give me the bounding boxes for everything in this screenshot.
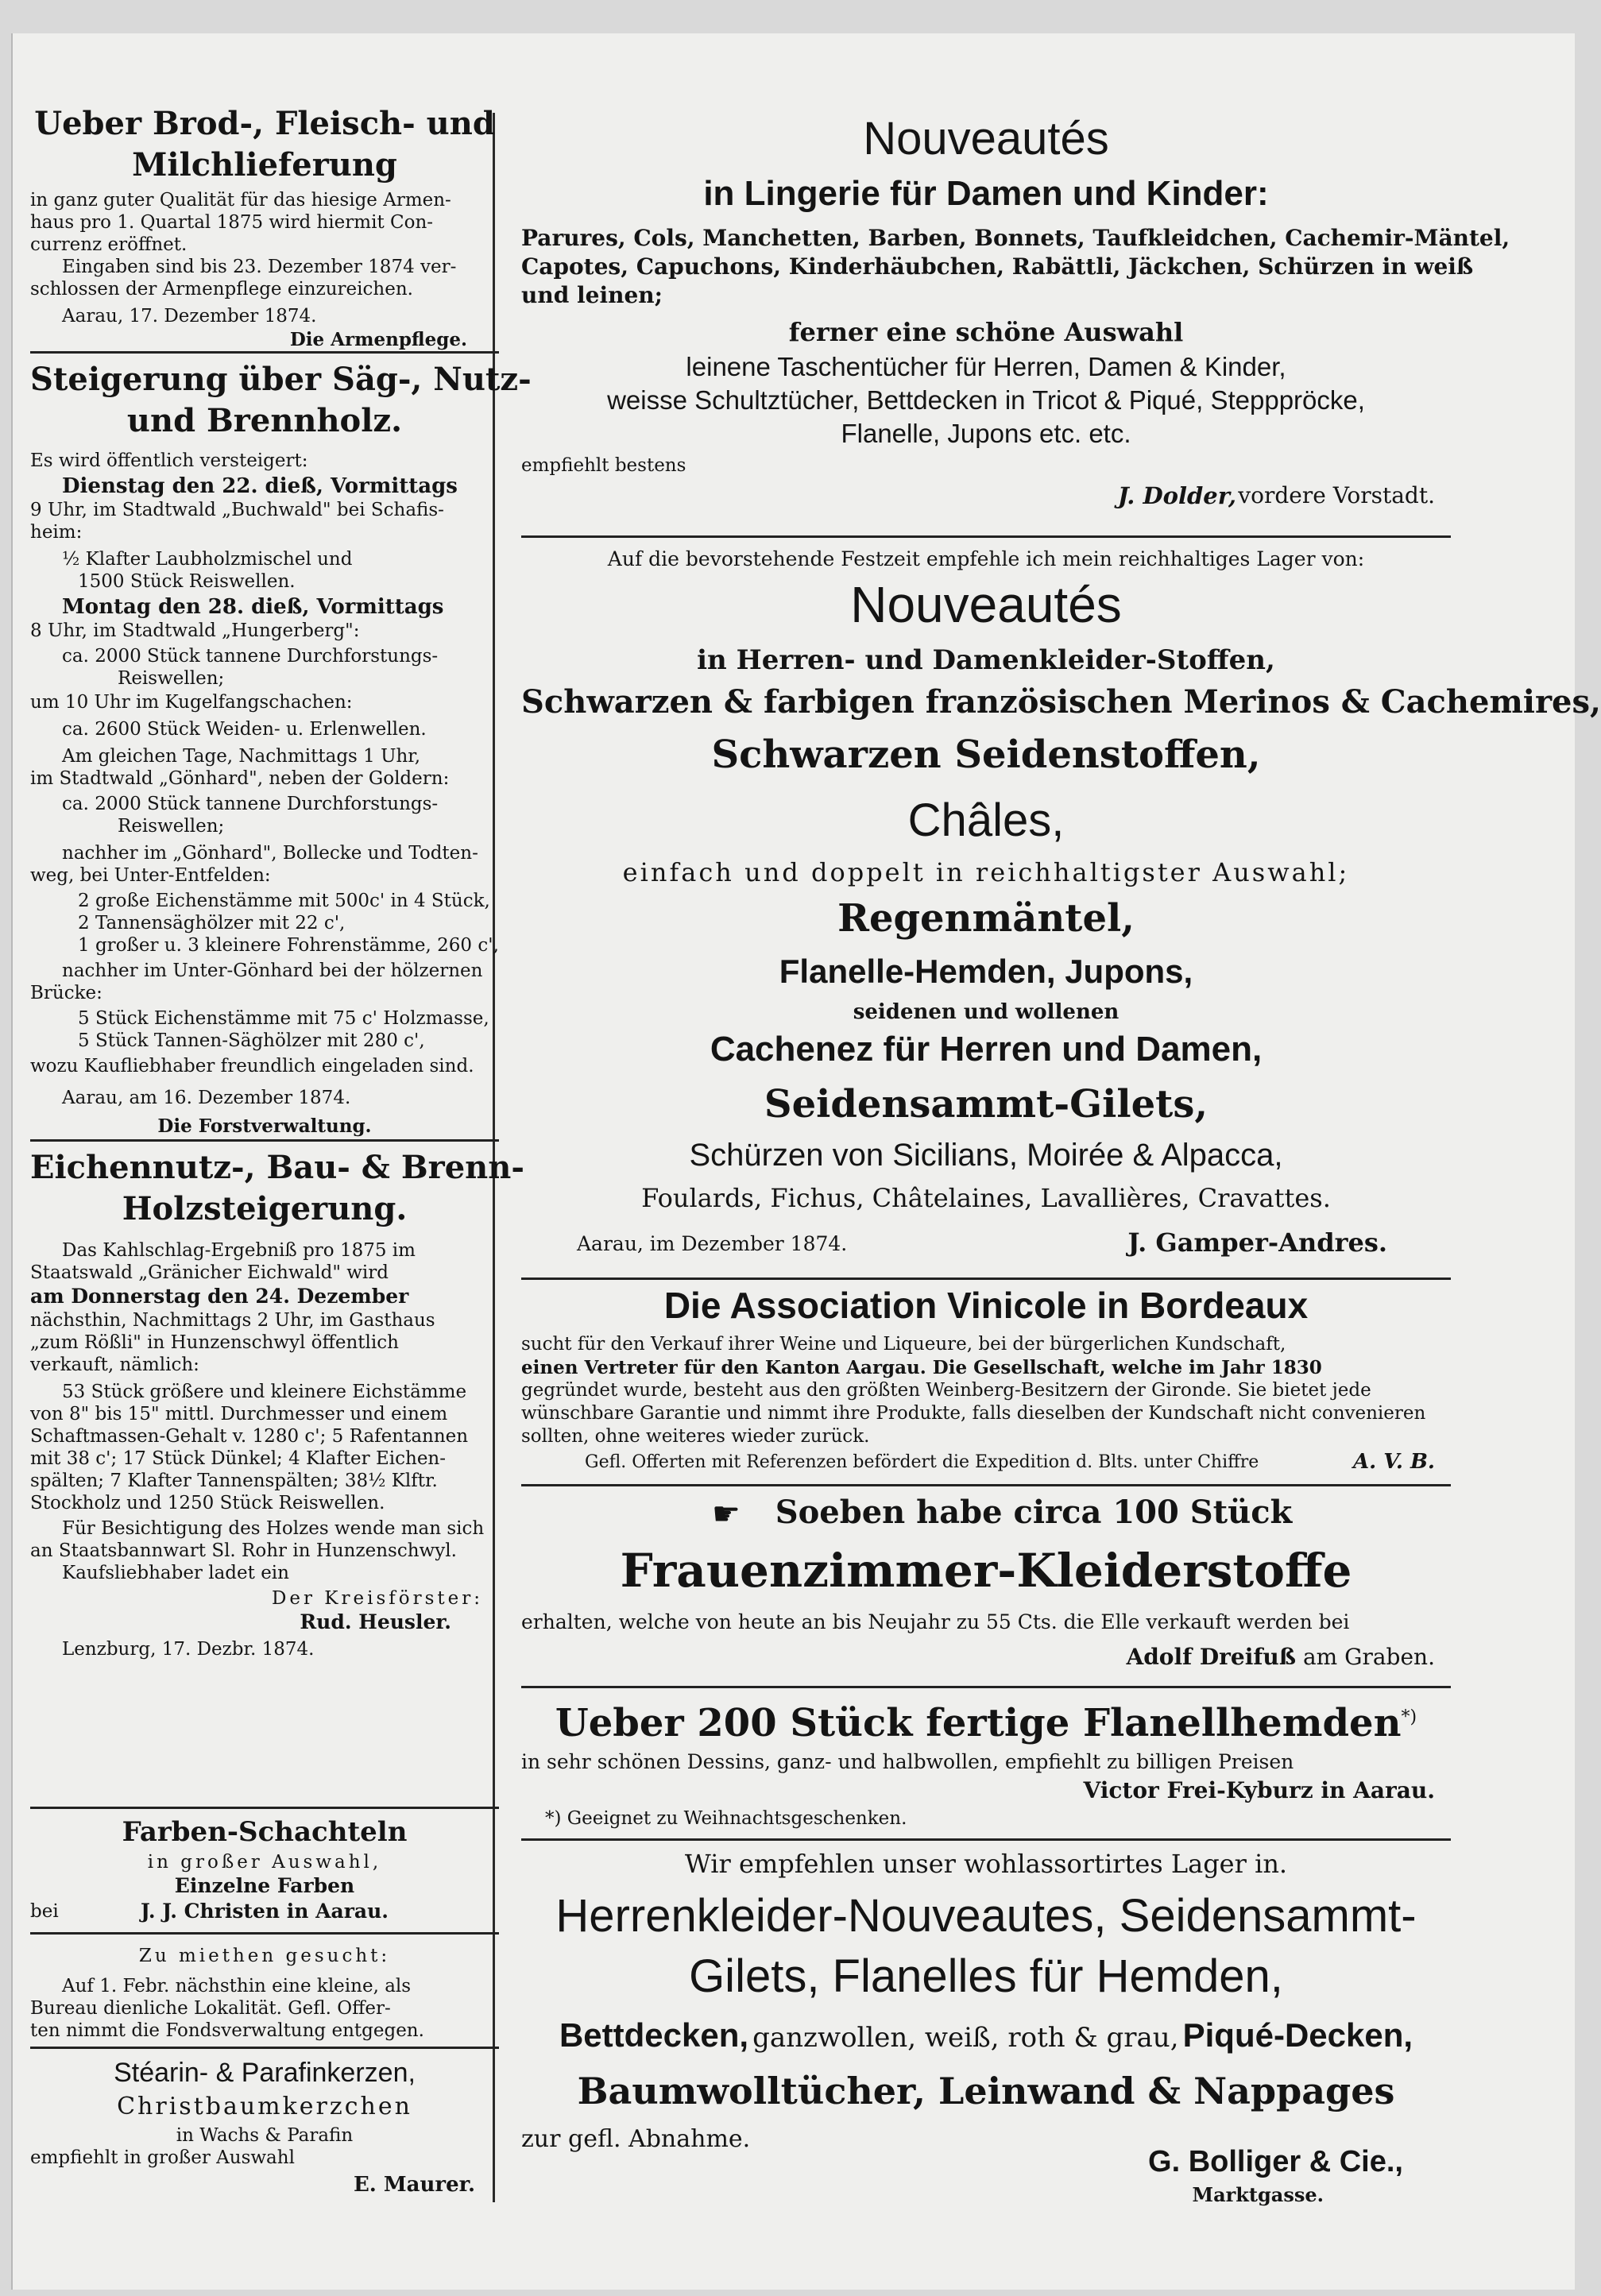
ad-text: und leinen; bbox=[521, 282, 663, 308]
ad-signature: Adolf Dreifuß bbox=[1126, 1644, 1297, 1670]
ad-text: Reiswellen; bbox=[118, 668, 225, 689]
ad-signature-name: J. Dolder, bbox=[1117, 482, 1236, 509]
ad-signature: J. Gamper-Andres. bbox=[1127, 1227, 1387, 1258]
ad-text: Schaftmassen-Gehalt v. 1280 c'; 5 Rafentannen bbox=[30, 1426, 469, 1447]
ad-text: im Stadtwald „Gönhard", neben der Goldern: bbox=[30, 768, 450, 789]
ad-text: Herrenkleider-Nouveautes, Seidensammt- bbox=[555, 1890, 1417, 1942]
ad-text: Montag den 28. dieß, Vormittags bbox=[62, 595, 444, 619]
separator bbox=[30, 1932, 499, 1935]
ad-text: nachher im „Gönhard", Bollecke und Todten- bbox=[62, 843, 478, 864]
ad-title: und Brennholz. bbox=[126, 402, 403, 439]
ad-text: am Donnerstag den 24. Dezember bbox=[30, 1285, 409, 1308]
ad-association-vinicole bbox=[521, 1284, 1451, 1482]
ad-text: in Wachs & Parafin bbox=[176, 2125, 354, 2146]
ad-text: 53 Stück größere und kleinere Eichstämme bbox=[62, 1382, 467, 1402]
ad-text: weg, bei Unter-Entfelden: bbox=[30, 865, 271, 886]
ad-text: sollten, ohne weiteres wieder zurück. bbox=[521, 1426, 870, 1447]
separator bbox=[30, 1807, 499, 1809]
ad-text: sucht für den Verkauf ihrer Weine und Liqueure, bei der bürgerlichen Kundschaft, bbox=[521, 1334, 1286, 1355]
ad-title: Holzsteigerung. bbox=[122, 1190, 408, 1227]
ad-text: ca. 2000 Stück tannene Durchforstungs- bbox=[62, 794, 439, 814]
ad-text: leinene Taschentücher für Herren, Damen & Kinder, bbox=[686, 352, 1286, 381]
ad-text: Piqué-Decken, bbox=[1182, 2016, 1413, 2054]
ad-text: Seidensammt-Gilets, bbox=[764, 1082, 1208, 1127]
ad-text: von 8" bis 15" mittl. Durchmesser und einem bbox=[30, 1404, 448, 1424]
ad-text: Bureau dienliche Lokalität. Gefl. Offer- bbox=[30, 1998, 391, 2019]
ad-text: einen Vertreter für den Kanton Aargau. Die Gesellschaft, welche im Jahr 1830 bbox=[521, 1357, 1322, 1378]
footnote-mark: *) bbox=[1401, 1707, 1417, 1727]
ad-footnote: *) Geeignet zu Weihnachtsgeschenken. bbox=[545, 1808, 907, 1829]
ad-text: ½ Klafter Laubholzmischel und bbox=[62, 549, 353, 570]
ad-date: Aarau, im Dezember 1874. bbox=[577, 1232, 848, 1255]
ad-text: currenz eröffnet. bbox=[30, 234, 188, 255]
ad-text: Reiswellen; bbox=[118, 816, 225, 837]
ad-signature: Die Forstverwaltung. bbox=[157, 1115, 372, 1137]
ad-text: einfach und doppelt in reichhaltigster Auswahl; bbox=[622, 857, 1350, 887]
ad-text: ca. 2000 Stück tannene Durchforstungs- bbox=[62, 646, 439, 667]
ad-date: Lenzburg, 17. Dezbr. 1874. bbox=[62, 1639, 315, 1660]
ad-title: Steigerung über Säg-, Nutz- bbox=[30, 361, 532, 398]
ad-text: Wir empfehlen unser wohlassortirtes Lager in. bbox=[684, 1849, 1288, 1879]
ad-text: Christbaumkerzchen bbox=[117, 2093, 412, 2120]
ad-signature: J. J. Christen in Aarau. bbox=[141, 1900, 389, 1923]
ad-address: am Graben. bbox=[1302, 1644, 1435, 1670]
ad-text: Regenmäntel, bbox=[837, 896, 1135, 941]
ad-text: wozu Kaufliebhaber freundlich eingeladen sind. bbox=[30, 1056, 474, 1076]
ad-text: erhalten, welche von heute an bis Neujahr zu 55 Cts. die Elle verkauft werden bei bbox=[521, 1610, 1350, 1633]
ad-title: Ueber 200 Stück fertige Flanellhemden bbox=[555, 1701, 1402, 1745]
ad-date: Aarau, 17. Dezember 1874. bbox=[62, 306, 317, 327]
ad-text: ferner eine schöne Auswahl bbox=[788, 317, 1184, 347]
ad-text: Am gleichen Tage, Nachmittags 1 Uhr, bbox=[62, 746, 421, 767]
ad-signature-line bbox=[521, 1643, 1451, 1672]
ad-text: Staatswald „Gränicher Eichwald" wird bbox=[30, 1262, 389, 1283]
ad-cipher: A. V. B. bbox=[1352, 1450, 1435, 1474]
ad-text: Das Kahlschlag-Ergebniß pro 1875 im bbox=[62, 1240, 416, 1261]
ad-text: mit 38 c'; 17 Stück Dünkel; 4 Klafter Eichen- bbox=[30, 1448, 447, 1469]
ad-flanellhemden bbox=[521, 1694, 1451, 1837]
ad-signature: Die Armenpflege. bbox=[289, 329, 467, 350]
ad-text: 5 Stück Eichenstämme mit 75 c' Holzmasse, bbox=[78, 1008, 489, 1029]
ad-text: Flanelle-Hemden, Jupons, bbox=[779, 953, 1193, 990]
ad-address: vordere Vorstadt. bbox=[1238, 482, 1435, 508]
ad-text: Dienstag den 22. dieß, Vormittags bbox=[62, 474, 458, 498]
ad-title: Eichennutz-, Bau- & Brenn- bbox=[30, 1149, 524, 1186]
ad-text: Châles, bbox=[907, 794, 1065, 846]
ad-text: an Staatsbannwart Sl. Rohr in Hunzenschwyl. bbox=[30, 1540, 457, 1561]
ad-paint-boxes bbox=[30, 1816, 499, 1927]
ad-bolliger bbox=[521, 1845, 1451, 2242]
ad-text: empfiehlt in großer Auswahl bbox=[30, 2147, 295, 2168]
ad-text: ganzwollen, weiß, roth & grau, bbox=[752, 2022, 1179, 2054]
separator bbox=[521, 1484, 1451, 1486]
pointing-hand-icon: ☛ bbox=[712, 1496, 741, 1533]
ad-text: Brücke: bbox=[30, 983, 102, 1003]
ad-candles bbox=[30, 2056, 499, 2215]
separator bbox=[30, 351, 499, 354]
ad-text: haus pro 1. Quartal 1875 wird hiermit Con- bbox=[30, 212, 434, 233]
ad-text: Auf 1. Febr. nächsthin eine kleine, als bbox=[62, 1976, 412, 1996]
ad-title: Ueber Brod-, Fleisch- und bbox=[34, 105, 495, 142]
ad-text: Eingaben sind bis 23. Dezember 1874 ver- bbox=[62, 257, 457, 277]
ad-text: gegründet wurde, besteht aus den größten Weinberg-Besitzern der Gironde. Sie bietet jede bbox=[521, 1380, 1371, 1401]
ad-text-line bbox=[521, 2015, 1451, 2063]
ad-text: nächsthin, Nachmittags 2 Uhr, im Gasthaus bbox=[30, 1310, 435, 1331]
ad-text: spälten; 7 Klafter Tannenspälten; 38½ Klftr. bbox=[30, 1471, 438, 1491]
ad-text: Gefl. Offerten mit Referenzen befördert die Expedition d. Blts. unter Chiffre bbox=[585, 1452, 1259, 1472]
ad-text: in sehr schönen Dessins, ganz- und halbwollen, empfiehlt zu billigen Preisen bbox=[521, 1750, 1294, 1773]
ad-text: Bettdecken, bbox=[559, 2016, 749, 2054]
ad-text: in ganz guter Qualität für das hiesige Armen- bbox=[30, 190, 451, 211]
ad-text: seidenen und wollenen bbox=[853, 1000, 1120, 1024]
separator bbox=[521, 1277, 1451, 1280]
newspaper-page bbox=[11, 33, 1601, 2290]
ad-text: Einzelne Farben bbox=[174, 1874, 355, 1897]
ad-text: Kaufsliebhaber ladet ein bbox=[62, 1563, 289, 1583]
ad-text: Schwarzen Seidenstoffen, bbox=[711, 732, 1261, 777]
ad-text: in großer Auswahl, bbox=[147, 1852, 382, 1873]
separator bbox=[521, 535, 1451, 538]
ad-text: in Herren- und Damenkleider-Stoffen, bbox=[697, 644, 1275, 676]
ad-title: Zu miethen gesucht: bbox=[138, 1946, 391, 1966]
ad-text: 9 Uhr, im Stadtwald „Buchwald" bei Schafis- bbox=[30, 500, 444, 520]
separator bbox=[30, 2047, 499, 2049]
ad-text: „zum Rößli" in Hunzenschwyl öffentlich bbox=[30, 1332, 399, 1353]
ad-text: Schwarzen & farbigen französischen Merinos & Cachemires, bbox=[521, 683, 1601, 721]
ad-title: Die Association Vinicole in Bordeaux bbox=[663, 1285, 1309, 1326]
ad-subtitle: in Lingerie für Damen und Kinder: bbox=[703, 174, 1269, 213]
ad-signature: Victor Frei-Kyburz in Aarau. bbox=[1083, 1777, 1435, 1803]
ad-text: um 10 Uhr im Kugelfangschachen: bbox=[30, 692, 353, 713]
ad-text: Flanelle, Jupons etc. etc. bbox=[841, 419, 1131, 448]
ad-signature: G. Bolliger & Cie., bbox=[1148, 2145, 1403, 2178]
ad-text: bei bbox=[30, 1901, 59, 1922]
ad-text: Baumwolltücher, Leinwand & Nappages bbox=[577, 2070, 1395, 2112]
ad-title: Nouveautés bbox=[863, 113, 1109, 164]
ad-text: Gilets, Flanelles für Hemden, bbox=[689, 1950, 1283, 2002]
ad-text: 5 Stück Tannen-Säghölzer mit 280 c', bbox=[78, 1030, 425, 1051]
ad-oak-auction bbox=[30, 1149, 524, 1681]
ad-nouveautes-stoffe bbox=[521, 542, 1601, 1273]
ad-text: Capotes, Capuchons, Kinderhäubchen, Rabättli, Jäckchen, Schürzen in weiß bbox=[521, 253, 1474, 280]
ad-text: heim: bbox=[30, 522, 83, 543]
ad-signature: E. Maurer. bbox=[353, 2173, 475, 2197]
separator bbox=[521, 1686, 1451, 1688]
ad-title: Nouveautés bbox=[850, 576, 1122, 633]
ad-title: Frauenzimmer-Kleiderstoffe bbox=[620, 1544, 1352, 1598]
ad-text: Stockholz und 1250 Stück Reiswellen. bbox=[30, 1493, 385, 1513]
ad-text: 2 große Eichenstämme mit 500c' in 4 Stück, bbox=[78, 891, 490, 911]
ad-title: Farben-Schachteln bbox=[122, 1816, 408, 1848]
ad-wood-auction bbox=[30, 361, 532, 1250]
ad-text: weisse Schultztücher, Bettdecken in Tricot & Piqué, Stepppröcke, bbox=[607, 385, 1365, 415]
ad-text: Schürzen von Sicilians, Moirée & Alpacca, bbox=[689, 1138, 1283, 1173]
ad-text: ca. 2600 Stück Weiden- u. Erlenwellen. bbox=[62, 719, 427, 740]
separator bbox=[521, 1838, 1451, 1841]
ad-signature: Rud. Heusler. bbox=[300, 1610, 451, 1633]
ad-title: Stéarin- & Parafinkerzen, bbox=[114, 2058, 416, 2088]
ad-text: empfiehlt bestens bbox=[521, 455, 686, 476]
ad-text: Der Kreisförster: bbox=[271, 1588, 483, 1609]
ad-text: wünschbare Garantie und nimmt ihre Produkte, falls dieselben der Kundschaft nicht convenieren bbox=[521, 1403, 1426, 1424]
ad-title-line bbox=[521, 1694, 1451, 1747]
ad-text: Cachenez für Herren und Damen, bbox=[710, 1030, 1263, 1069]
ad-text: 8 Uhr, im Stadtwald „Hungerberg": bbox=[30, 620, 360, 641]
ad-text: Parures, Cols, Manchetten, Barben, Bonnets, Taufkleidchen, Cachemir-Mäntel, bbox=[521, 225, 1510, 251]
ad-text: 1500 Stück Reiswellen. bbox=[78, 571, 296, 592]
ad-lingerie bbox=[521, 113, 1510, 534]
ad-text: Auf die bevorstehende Festzeit empfehle ich mein reichhaltiges Lager von: bbox=[607, 547, 1365, 570]
separator bbox=[30, 1139, 499, 1142]
ad-for-rent bbox=[30, 1940, 499, 2059]
ad-text: Für Besichtigung des Holzes wende man sich bbox=[62, 1518, 485, 1539]
ad-text: Soeben habe circa 100 Stück bbox=[775, 1494, 1293, 1531]
ad-text: Es wird öffentlich versteigert: bbox=[30, 450, 308, 471]
ad-date: Aarau, am 16. Dezember 1874. bbox=[62, 1088, 351, 1108]
ad-text: 2 Tannensäghölzer mit 22 c', bbox=[78, 913, 346, 933]
ad-text: verkauft, nämlich: bbox=[30, 1355, 199, 1375]
ad-text: zur gefl. Abnahme. bbox=[521, 2125, 751, 2153]
ad-address: Marktgasse. bbox=[1192, 2183, 1324, 2206]
ad-text: 1 großer u. 3 kleinere Fohrenstämme, 260 c', bbox=[78, 935, 499, 956]
ad-text: schlossen der Armenpflege einzureichen. bbox=[30, 279, 413, 300]
ad-title: Milchlieferung bbox=[132, 146, 397, 184]
ad-text: ten nimmt die Fondsverwaltung entgegen. bbox=[30, 2020, 424, 2041]
ad-frauenzimmer bbox=[521, 1492, 1451, 1675]
ad-text: nachher im Unter-Gönhard bei der hölzernen bbox=[62, 961, 483, 981]
ad-text: Foulards, Fichus, Châtelaines, Lavallières, Cravattes. bbox=[641, 1183, 1331, 1213]
